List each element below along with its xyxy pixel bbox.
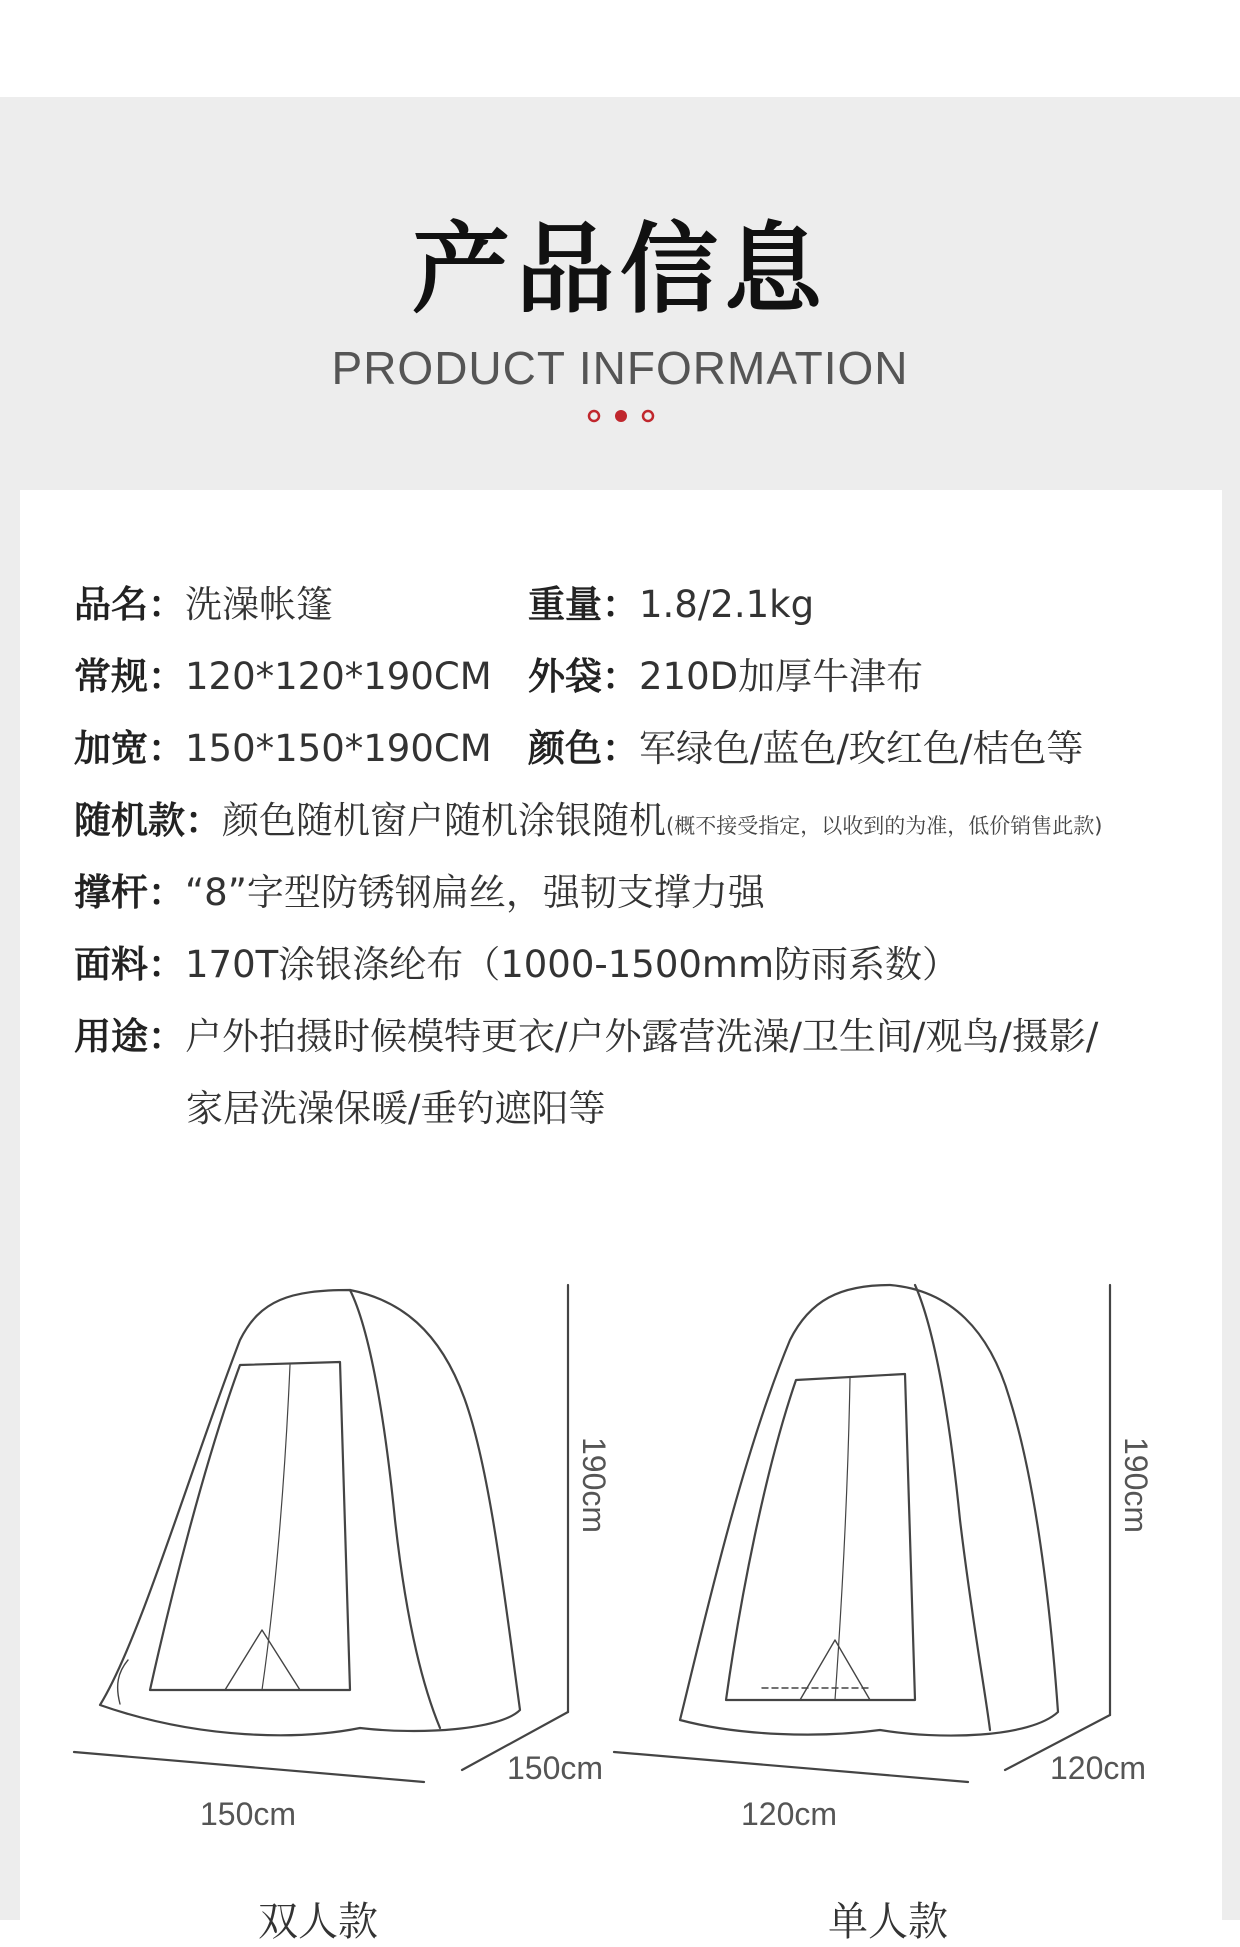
spec-color-value: 军绿色/蓝色/玫红色/桔色等 [639,727,1084,770]
spec-bag-value: 210D加厚牛津布 [639,655,924,698]
double-height-label: 190cm [576,1437,612,1534]
spec-regular-value: 120*120*190CM [185,655,492,698]
double-tent-dimension-lines [74,1285,568,1782]
spec-random-value: 颜色随机窗户随机涂银随机 [222,799,666,842]
variant-double-label: 双人款 [258,1899,378,1945]
spec-name-key: 品名： [74,583,185,626]
double-width-label: 150cm [200,1796,297,1832]
single-height-label: 190cm [1118,1437,1154,1534]
spec-wide-key: 加宽： [74,727,185,770]
spec-bag-key: 外袋： [528,655,639,698]
spec-wide-value: 150*150*190CM [185,727,492,770]
spec-pole-key: 撑杆： [74,871,185,914]
spec-usage-key: 用途： [74,1015,185,1058]
single-tent-outline-icon [680,1285,1058,1736]
section-title: 产品信息 [411,213,828,327]
spec-random-note: (概不接受指定，以收到的为准，低价销售此款) [666,814,1103,838]
spec-weight-value: 1.8/2.1kg [639,583,815,626]
double-tent-outline-icon [100,1290,520,1735]
spec-usage-value-line2: 家居洗澡保暖/垂钓遮阳等 [186,1087,606,1130]
spec-fabric-value: 170T涂银涤纶布（1000-1500mm防雨系数） [185,943,959,986]
single-tent-dimension-lines [614,1285,1110,1782]
single-depth-label: 120cm [1050,1750,1147,1786]
double-depth-label: 150cm [507,1750,604,1786]
variant-single-label: 单人款 [828,1899,948,1945]
section-subtitle: PRODUCT INFORMATION [331,342,909,394]
single-width-label: 120cm [741,1796,838,1832]
spec-usage-value-line1: 户外拍摄时候模特更衣/户外露营洗澡/卫生间/观鸟/摄影/ [185,1015,1099,1058]
spec-regular-key: 常规： [74,655,185,698]
spec-fabric-key: 面料： [74,943,185,986]
spec-weight-key: 重量： [528,583,639,626]
spec-random-key: 随机款： [74,799,222,842]
spec-pole-value: “8”字型防锈钢扁丝，强韧支撑力强 [185,871,765,914]
spec-name-value: 洗澡帐篷 [185,583,333,626]
spec-color-key: 颜色： [528,727,639,770]
